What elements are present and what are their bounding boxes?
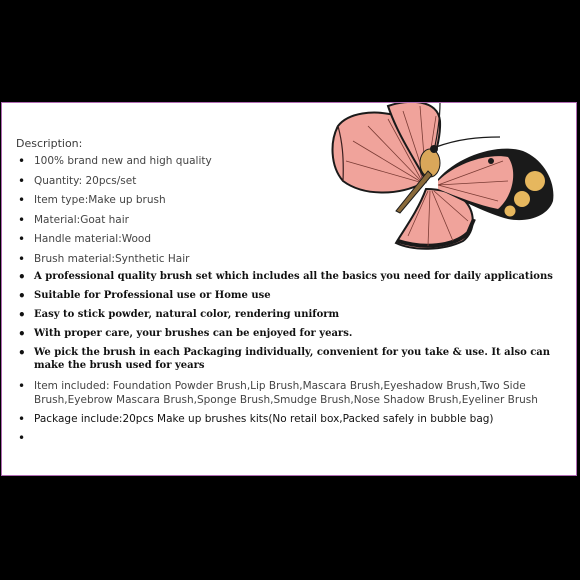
list-item: • A professional quality brush set which includes all the basics you need for daily applications (2, 271, 572, 284)
description-panel (1, 102, 577, 476)
description-heading: Description: (16, 137, 83, 150)
list-item (2, 431, 572, 445)
list-item: • Item included: Foundation Powder Brush,Lip Brush,Mascara Brush,Eyeshadow Brush,Two Side Brush,Eyebrow Mascara Brush,Sponge Brush,Smudge Brush,Nose Shadow Brush,Eyeliner Brush (2, 379, 572, 407)
list-item: • 100% brand new and high quality (2, 154, 572, 168)
list-item: • Easy to stick powder, natural color, rendering uniform (2, 309, 572, 322)
description-list (2, 154, 572, 445)
list-item: • We pick the brush in each Packaging individually, convenient for you take & use. It also can make the brush used for years (2, 347, 572, 372)
list-item: • Suitable for Professional use or Home use (2, 290, 572, 303)
list-item: • Handle material:Wood (2, 232, 572, 246)
list-item: • Brush material:Synthetic Hair (2, 252, 572, 266)
list-item: • With proper care, your brushes can be enjoyed for years. (2, 328, 572, 341)
list-item: • Quantity: 20pcs/set (2, 174, 572, 188)
list-item: • Item type:Make up brush (2, 193, 572, 207)
list-item: • Material:Goat hair (2, 213, 572, 227)
list-item: • Package include:20pcs Make up brushes kits(No retail box,Packed safely in bubble bag) (2, 412, 572, 426)
